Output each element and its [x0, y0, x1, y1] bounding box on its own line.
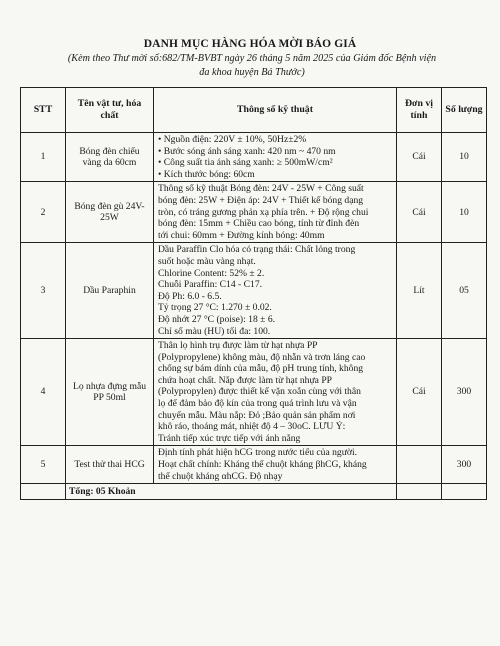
row-qty: 10: [442, 182, 487, 243]
spec-line: chứa hoạt chất. Nắp được làm từ hạt nhựa PP: [158, 374, 332, 386]
spec-line: khô ráo, thoáng mát, nhiệt độ 4 – 30oC. LƯU Ý:: [158, 421, 346, 433]
spec-line: tròn, có tráng gương phản xạ phía trên. + Độ rộng chui: [158, 206, 369, 218]
row-specs: [154, 339, 397, 446]
total-stt-cell: [21, 484, 66, 500]
table-row: [21, 182, 487, 243]
row-specs: [154, 182, 397, 243]
spec-line: Chuỗi Paraffin: C14 - C17.: [158, 279, 263, 291]
row-qty: 05: [442, 243, 487, 339]
spec-line: Thân lọ hình trụ được làm từ hạt nhựa PP: [158, 340, 318, 352]
subtitle-line: đa khoa huyện Bá Thước): [199, 66, 305, 78]
table-row: [21, 339, 487, 446]
total-row: [21, 484, 487, 500]
table-row: [21, 243, 487, 339]
spec-line: Định tính phát hiện hCG trong nước tiểu của người.: [158, 447, 358, 459]
table-row: [21, 133, 487, 182]
table-row: [21, 446, 487, 484]
row-unit: [397, 446, 442, 484]
spec-line: Độ nhớt 27 °C (poise): 18 ± 6.: [158, 313, 276, 325]
header-name: Tên vật tư, hóa chất: [66, 88, 154, 133]
row-name: Dầu Paraphin: [66, 243, 154, 339]
spec-line: Chlorine Content: 52% ± 2.: [158, 267, 265, 279]
row-specs: [154, 133, 397, 182]
row-stt: 1: [21, 133, 66, 182]
row-stt: 5: [21, 446, 66, 484]
row-stt: 2: [21, 182, 66, 243]
row-unit: Cái: [397, 133, 442, 182]
spec-line: tới chui: 60mm + Đường kính bóng: 40mm: [158, 229, 325, 241]
spec-line: chống sự bám dính của mẫu, độ pH trung tính, không: [158, 363, 364, 375]
document-title: DANH MỤC HÀNG HÓA MỜI BÁO GIÁ: [143, 38, 357, 50]
spec-line: bóng đèn: 15mm + Chiều cao bóng, tính từ đỉnh đèn: [158, 218, 360, 230]
spec-line: thể chuột kháng αhCG. Độ nhạy: [158, 470, 283, 482]
header-stt: STT: [21, 88, 66, 133]
header-row: [21, 88, 487, 133]
row-name: Lọ nhựa đựng mẫu PP 50ml: [66, 339, 154, 446]
row-name: Test thử thai HCG: [66, 446, 154, 484]
spec-line: Tránh tiếp xúc trực tiếp với ánh nắng: [158, 432, 301, 444]
document-subtitle: [52, 52, 452, 79]
spec-line: Dầu Paraffin Clo hóa có trạng thái: Chất lỏng trong: [158, 244, 356, 256]
header-unit: Đơn vị tính: [397, 88, 442, 133]
spec-line: bóng đèn: 25W + Điện áp: 24V + Thiết kế bóng dạng: [158, 194, 364, 206]
row-stt: 4: [21, 339, 66, 446]
spec-line: lọ để đảm bảo độ kín của trong quá trình lưu và vận: [158, 398, 357, 410]
total-label: Tổng: 05 Khoản: [66, 484, 397, 500]
spec-line: (Polypropylen) được thiết kế vặn xoắn cùng với thân: [158, 386, 361, 398]
spec-line: • Nguồn điện: 220V ± 10%, 50Hz±2%: [158, 134, 307, 145]
spec-line: Hoạt chất chính: Kháng thể chuột kháng βhCG, kháng: [158, 459, 367, 471]
row-specs: [154, 446, 397, 484]
spec-line: • Công suất tia ánh sáng xanh: ≥ 500mW/cm²: [158, 157, 333, 169]
spec-line: Chỉ số màu (HU) tối đa: 100.: [158, 325, 271, 337]
row-unit: Lít: [397, 243, 442, 339]
row-unit: Cái: [397, 339, 442, 446]
subtitle-line: (Kèm theo Thư mời số:682/TM-BVBT ngày 26 tháng 5 năm 2025 của Giám đốc Bệnh viện: [67, 53, 437, 64]
spec-line: suốt hoặc màu vàng nhạt.: [158, 255, 256, 267]
spec-line: Độ Ph: 6.0 - 6.5.: [158, 290, 222, 302]
row-name: Bóng đèn gù 24V-25W: [66, 182, 154, 243]
header-qty: Số lượng: [442, 88, 487, 133]
spec-line: • Kích thước bóng: 60cm: [158, 168, 255, 180]
goods-table: [20, 87, 487, 500]
row-name: Bóng đèn chiếu vàng da 60cm: [66, 133, 154, 182]
total-qty-cell: [442, 484, 487, 500]
spec-line: (Polypropylene) không màu, độ nhẵn và trơn láng cao: [158, 351, 366, 363]
spec-line: • Bước sóng ánh sáng xanh: 420 nm ~ 470 nm: [158, 145, 336, 157]
row-stt: 3: [21, 243, 66, 339]
spec-line: Tỷ trọng 27 °C: 1.270 ± 0.02.: [158, 302, 272, 314]
row-unit: Cái: [397, 182, 442, 243]
spec-line: Thông số kỹ thuật Bóng đèn: 24V - 25W + Công suất: [158, 183, 364, 195]
row-qty: 10: [442, 133, 487, 182]
header-specs: Thông số kỹ thuật: [154, 88, 397, 133]
row-qty: 300: [442, 446, 487, 484]
total-unit-cell: [397, 484, 442, 500]
row-qty: 300: [442, 339, 487, 446]
row-specs: [154, 243, 397, 339]
spec-line: chuyển mẫu. Màu nắp: Đỏ ;Bảo quản sản phẩm nơi: [158, 409, 356, 421]
